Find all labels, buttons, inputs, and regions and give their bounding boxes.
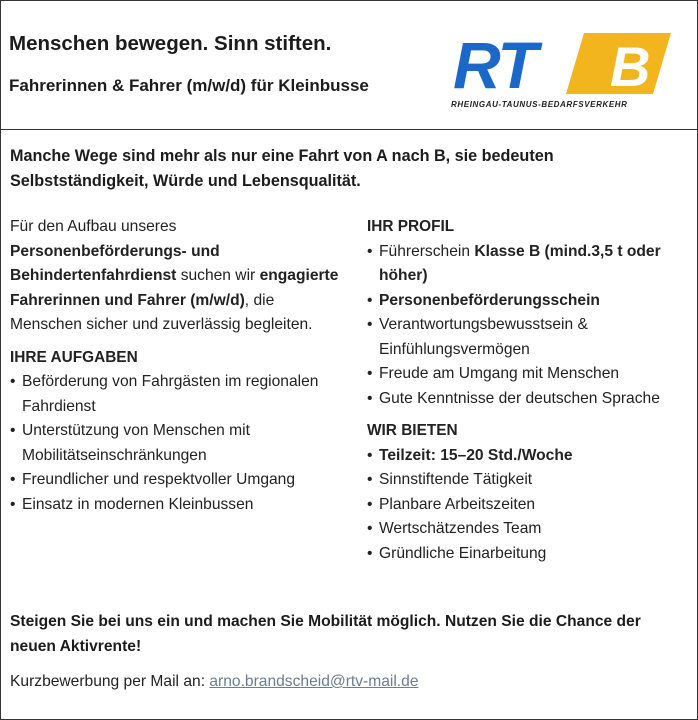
list-item: • Beförderung von Fahrgästen im regionalen Fahrdienst (10, 370, 350, 419)
item-text-bold: Klasse B (mind.3,5 t oder höher) (379, 242, 661, 284)
tasks-list (10, 370, 350, 517)
job-title: Fahrerinnen & Fahrer (m/w/d) für Kleinbusse (9, 76, 369, 95)
left-column (10, 215, 350, 517)
item-text: Planbare Arbeitszeiten (379, 495, 536, 513)
item-text: Freude am Umgang mit Menschen (379, 365, 620, 382)
list-item (367, 362, 687, 387)
right-column (367, 215, 687, 566)
item-text: Führerschein (379, 242, 475, 260)
para-part-bold: engagierte Fahrerinnen und Fahrer (m/w/d) (10, 267, 339, 309)
offers-list (367, 444, 687, 567)
item-text-bold: Personenbeförderungsschein (379, 291, 600, 309)
intro-paragraph (10, 215, 350, 338)
list-item (367, 387, 687, 412)
list-item (367, 542, 687, 567)
list-item: • Einsatz in modernen Kleinbussen (10, 493, 350, 518)
list-item (367, 517, 687, 542)
item-text: Gute Kenntnisse der deutschen Sprache (379, 389, 660, 407)
item-text: Sinnstiftende Tätigkeit (379, 471, 533, 488)
contact-label: Kurzbewerbung per Mail an: (10, 673, 210, 690)
logo-tagline: RHEINGAU-TAUNUS-BEDARFSVERKEHR (451, 100, 628, 109)
logo-letter-b: B (610, 35, 651, 98)
header-divider (0, 129, 698, 130)
offers-heading: WIR BIETEN (367, 422, 458, 439)
list-item (367, 468, 687, 493)
item-text-bold: Teilzeit: 15–20 Std./Woche (379, 446, 573, 464)
list-item: • Unterstützung von Menschen mit Mobilitätseinschränkungen (10, 419, 350, 468)
para-part: Für den Aufbau unseres (10, 218, 177, 235)
item-text: Verantwortungsbewusstsein & Einfühlungsvermögen (379, 316, 588, 358)
list-item (367, 493, 687, 518)
call-to-action: Steigen Sie bei uns ein und machen Sie Mobilität möglich. Nutzen Sie die Chance der neuen Aktivrente! (10, 613, 641, 655)
para-part: , die Menschen sicher und zuverlässig begleiten. (10, 291, 313, 333)
item-text: Wertschätzendes Team (379, 520, 542, 537)
profile-list (367, 240, 687, 412)
intro-statement: Manche Wege sind mehr als nur eine Fahrt von A nach B, sie bedeuten Selbstständigkeit, Würde und Lebensqualität. (10, 147, 554, 190)
profile-heading: IHR PROFIL (367, 218, 455, 235)
para-part-bold: Personenbeförderungs- und Behindertenfahrdienst (10, 242, 220, 284)
list-item (367, 444, 687, 469)
contact-line (10, 673, 419, 691)
list-item: • Freundlicher und respektvoller Umgang (10, 468, 350, 493)
email-link[interactable]: arno.brandscheid@rtv-mail.de (209, 673, 419, 690)
item-text: Gründliche Einarbeitung (379, 544, 547, 562)
headline: Menschen bewegen. Sinn stiften. (9, 32, 332, 55)
list-item (367, 240, 687, 289)
logo-letters-rt: RT (453, 30, 536, 102)
para-part: suchen wir (176, 267, 260, 284)
list-item (367, 289, 687, 314)
list-item (367, 313, 687, 362)
tasks-heading: IHRE AUFGABEN (10, 348, 138, 366)
ad-header (0, 0, 698, 129)
